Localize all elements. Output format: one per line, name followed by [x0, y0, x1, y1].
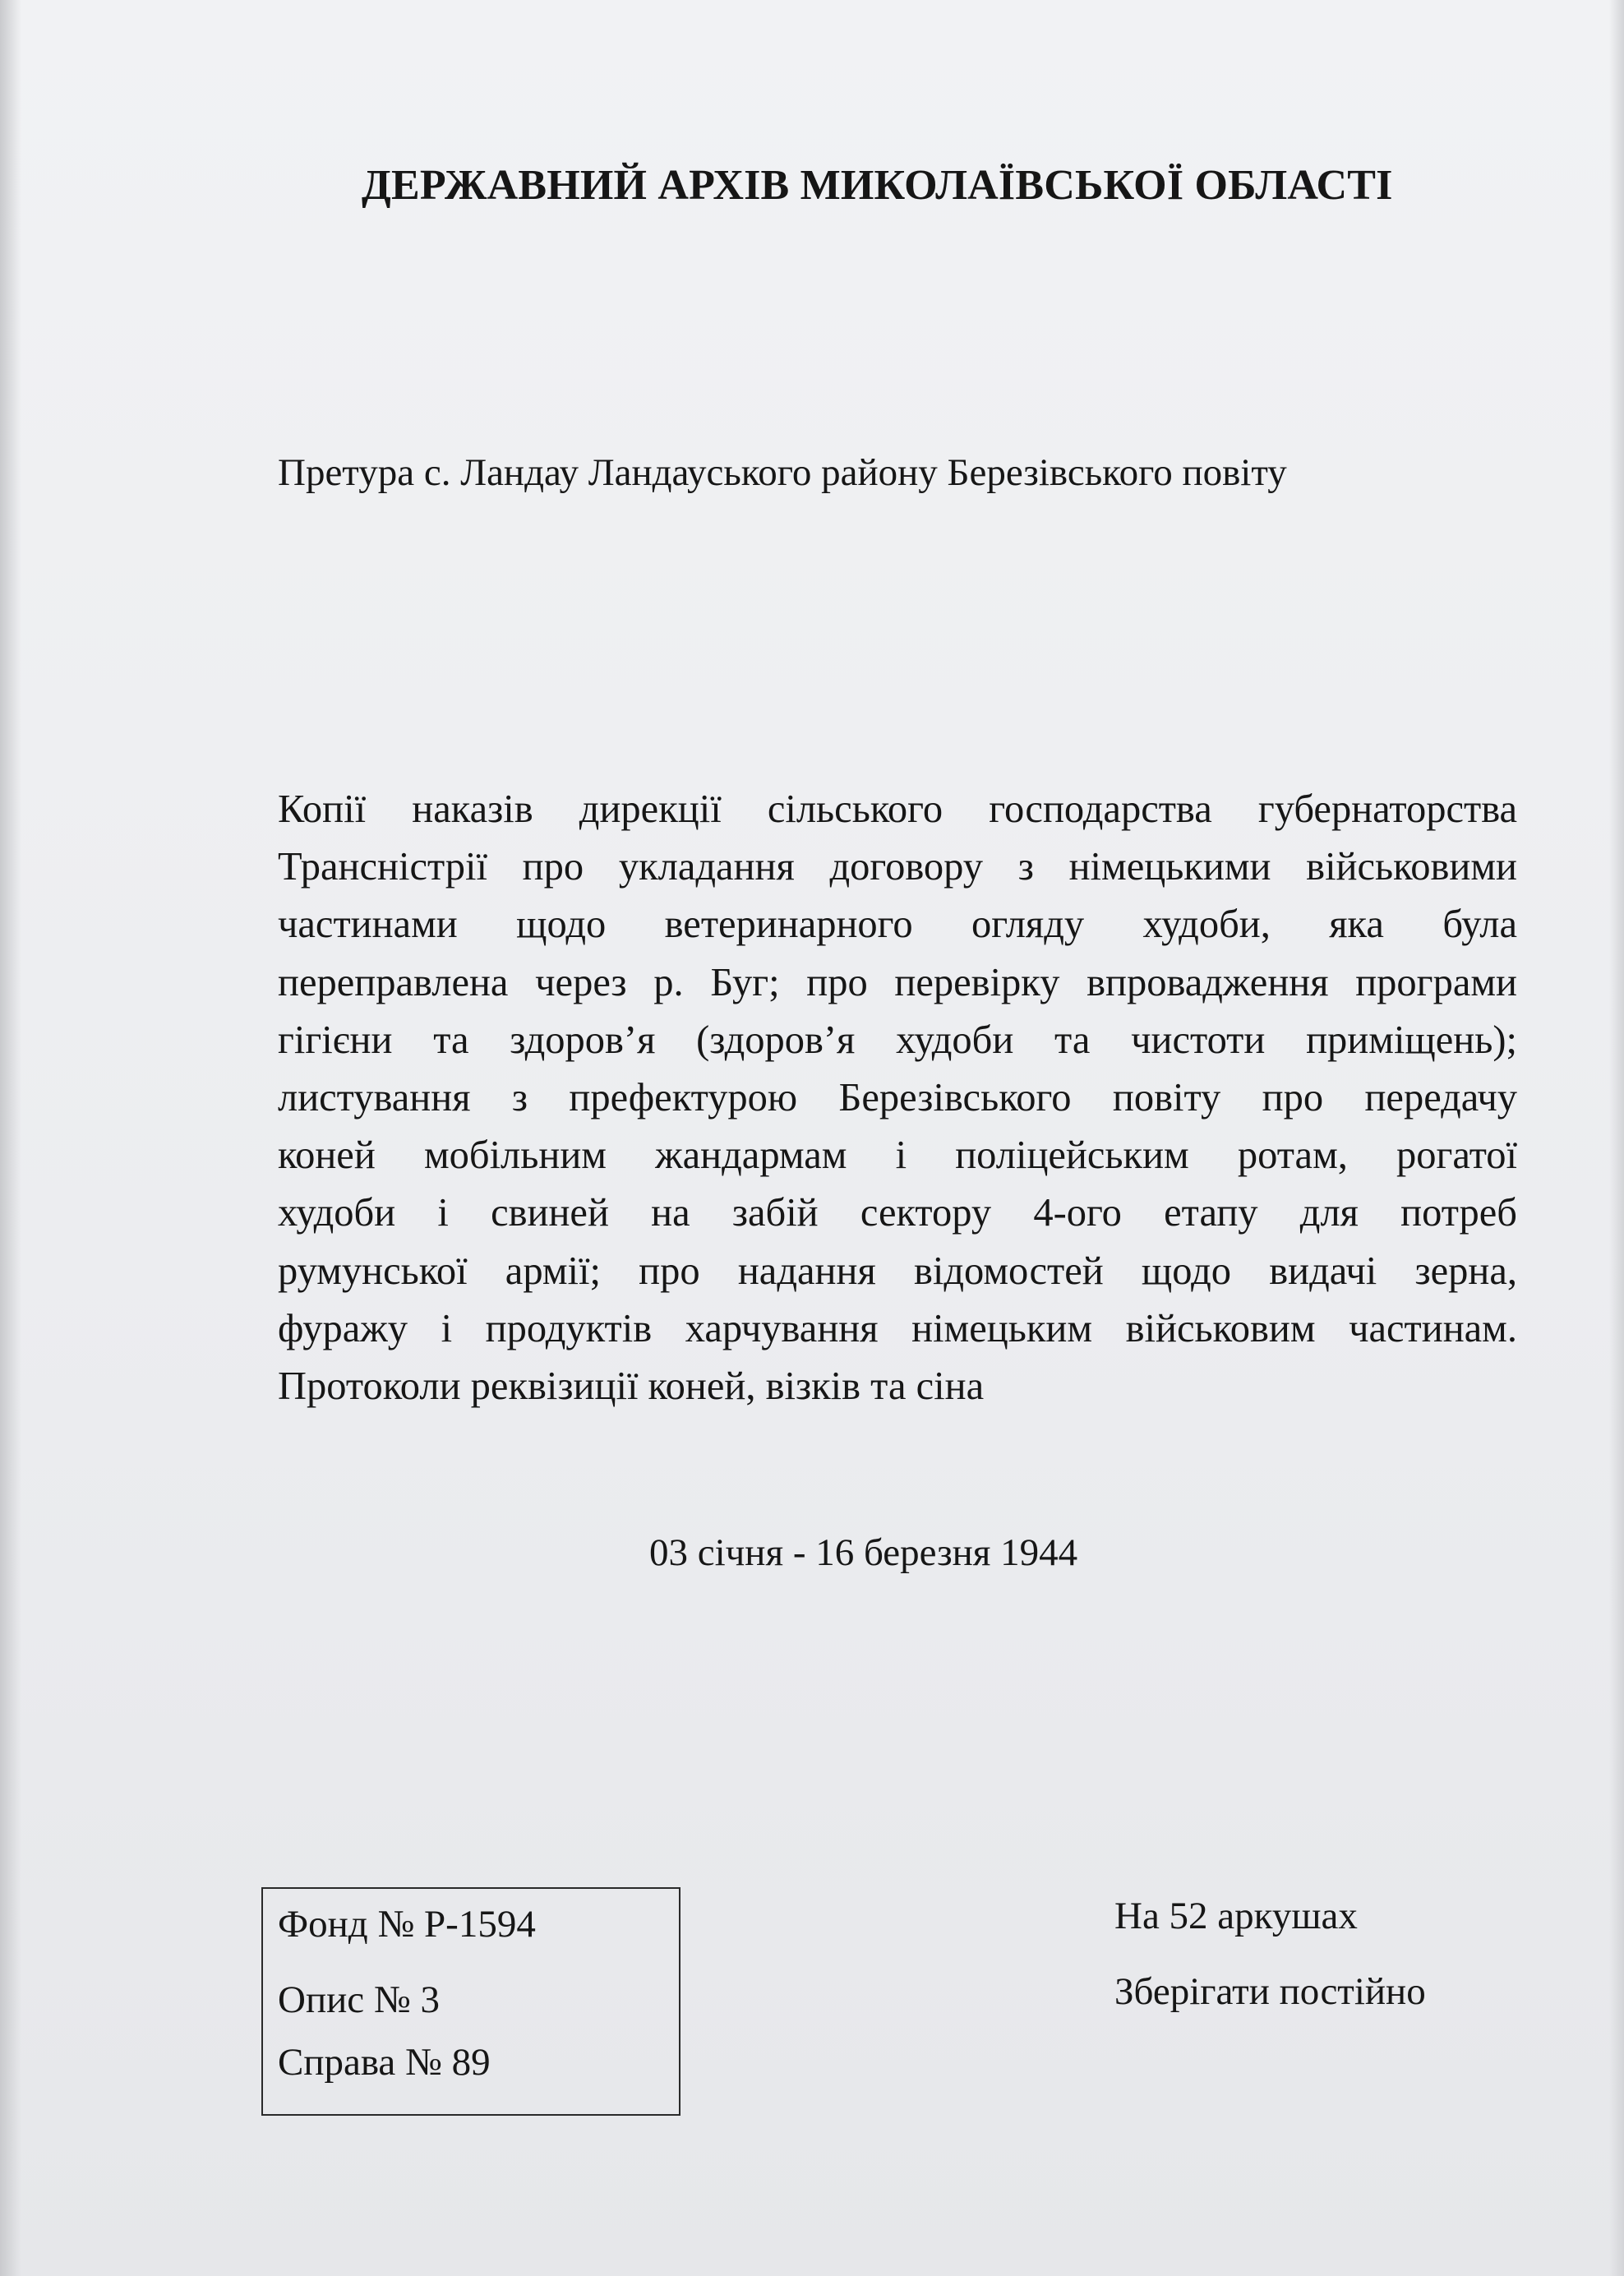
description-line: худоби і свиней на забій сектору 4-ого етапу для потреб — [278, 1191, 1517, 1235]
description-line: коней мобільним жандармам і поліцейським ротам, рогатої — [278, 1133, 1517, 1178]
date-range: 03 січня - 16 березня 1944 — [649, 1531, 1078, 1574]
reference-box — [261, 1887, 681, 2116]
description-line: частинами щодо ветеринарного огляду худоби, яка була — [278, 903, 1517, 947]
description-line: румунської армії; про надання відомостей щодо видачі зерна, — [278, 1249, 1517, 1293]
case-description — [278, 781, 1517, 1415]
storage-term: Зберігати постійно — [1114, 1970, 1426, 2013]
opys-number: Опис № 3 — [278, 1978, 440, 2021]
fond-number: Фонд № Р-1594 — [278, 1903, 536, 1946]
fund-name: Претура с. Ландау Ландауського району Березівського повіту — [278, 451, 1287, 494]
description-line: переправлена через р. Буг; про перевірку впровадження програми — [278, 960, 1517, 1004]
sprava-number: Справа № 89 — [278, 2041, 491, 2084]
sheet-count: На 52 аркушах — [1114, 1895, 1358, 1937]
description-line: Копії наказів дирекції сільського господарства губернаторства — [278, 787, 1517, 831]
page-edge-shadow-right — [1609, 0, 1624, 2276]
description-line: Протоколи реквізиції коней, візків та сіна — [278, 1364, 985, 1408]
description-line: фуражу і продуктів харчування німецьким військовим частинам. — [278, 1306, 1517, 1350]
description-line: гігієни та здоров’я (здоров’я худоби та чистоти приміщень); — [278, 1018, 1517, 1062]
description-line: листування з префектурою Березівського повіту про передачу — [278, 1075, 1517, 1120]
description-line: Трансністрії про укладання договору з німецькими військовими — [278, 845, 1517, 889]
archive-title: ДЕРЖАВНИЙ АРХІВ МИКОЛАЇВСЬКОЇ ОБЛАСТІ — [362, 162, 1393, 209]
page-edge-shadow-left — [0, 0, 21, 2276]
